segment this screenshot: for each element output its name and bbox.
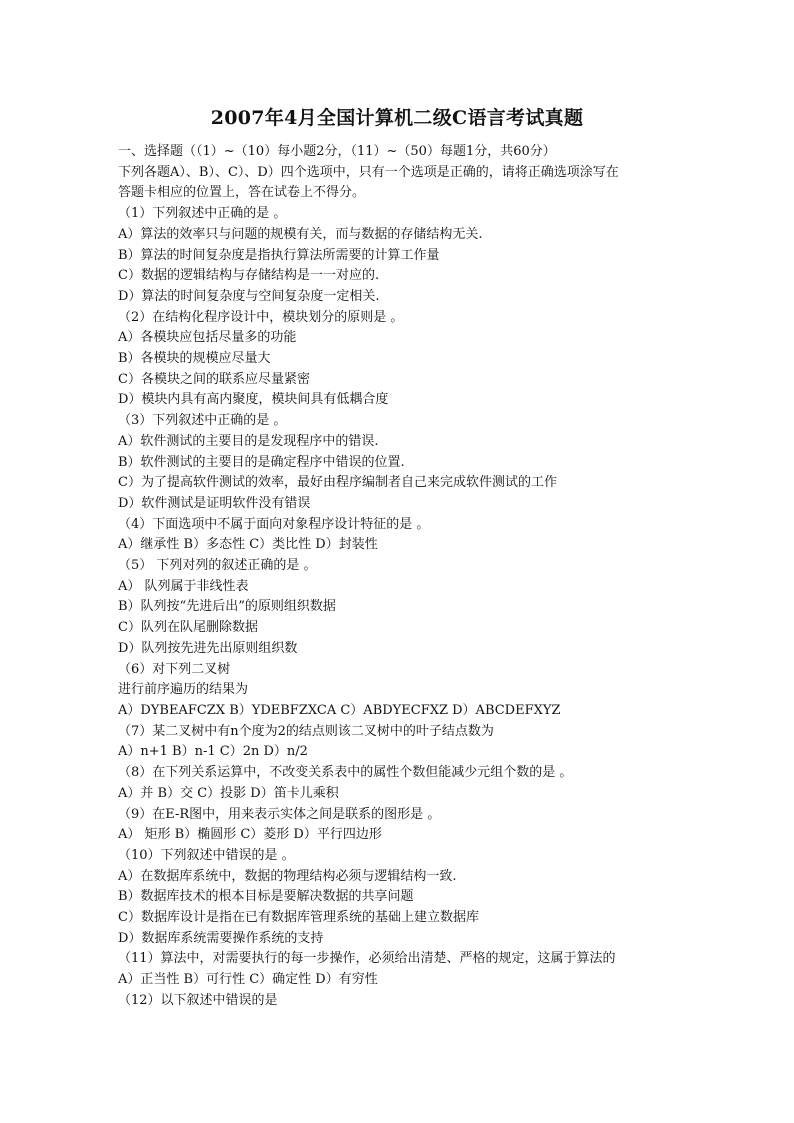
text-line: 下列各题A）、B）、C）、D）四个选项中，只有一个选项是正确的，请将正确选项涂写在: [118, 164, 619, 180]
text-line: C）为了提高软件测试的效率，最好由程序编制者自己来完成软件测试的工作: [118, 475, 557, 491]
text-line: A）软件测试的主要目的是发现程序中的错误.: [118, 433, 379, 449]
text-line: 答题卡相应的位置上，答在试卷上不得分。: [118, 185, 366, 201]
text-line: （4）下面选项中不属于面向对象程序设计特征的是 。: [118, 516, 430, 532]
text-line: A） 矩形 B）椭圆形 C）菱形 D）平行四边形: [118, 827, 382, 843]
text-line: 一、选择题（（1）~（10）每小题2分，（11）~（50）每题1分，共60分）: [118, 144, 556, 159]
text-line: （3）下列叙述中正确的是 。: [118, 413, 287, 429]
text-line: （11）算法中，对需要执行的每一步操作，必须给出清楚、严格的规定，这属于算法的: [118, 951, 616, 967]
text-line: （12）以下叙述中错误的是: [118, 992, 278, 1008]
text-line: D）软件测试是证明软件没有错误: [118, 495, 311, 511]
text-line: A）DYBEAFCZX B）YDEBFZXCA C）ABDYECFXZ D）ABCDEFXYZ: [118, 702, 561, 718]
text-line: （6）对下列二叉树: [118, 661, 231, 677]
text-line: D）算法的时间复杂度与空间复杂度一定相关.: [118, 288, 380, 304]
document-body: [118, 142, 678, 1012]
text-line: B）数据库技术的根本目标是要解决数据的共享问题: [118, 889, 414, 905]
text-line: B）队列按“先进后出”的原则组织数据: [118, 599, 336, 615]
text-line: A） 队列属于非线性表: [118, 578, 249, 594]
text-line: B）算法的时间复杂度是指执行算法所需要的计算工作量: [118, 247, 440, 263]
text-line: C）队列在队尾删除数据: [118, 620, 258, 636]
text-line: （5） 下列对列的叙述正确的是 。: [118, 558, 317, 574]
text-line: （2）在结构化程序设计中，模块划分的原则是 。: [118, 309, 404, 325]
text-line: C）数据的逻辑结构与存储结构是一一对应的.: [118, 268, 380, 284]
text-line: A）算法的效率只与问题的规模有关，而与数据的存储结构无关.: [118, 226, 483, 242]
text-line: （9）在E-R图中，用来表示实体之间是联系的图形是 。: [118, 806, 441, 822]
text-line: （10）下列叙述中错误的是 。: [118, 847, 295, 863]
text-line: （8）在下列关系运算中，不改变关系表中的属性个数但能减少元组个数的是 。: [118, 765, 573, 781]
text-line: （7）某二叉树中有n个度为2的结点则该二叉树中的叶子结点数为: [118, 723, 494, 739]
text-line: D）模块内具有高内聚度，模块间具有低耦合度: [118, 392, 389, 408]
text-line: B）各模块的规模应尽量大: [118, 351, 271, 367]
text-line: D）数据库系统需要操作系统的支持: [118, 930, 324, 946]
text-line: 进行前序遍历的结果为: [118, 682, 249, 698]
text-line: C）数据库设计是指在已有数据库管理系统的基础上建立数据库: [118, 910, 479, 926]
text-line: A）各模块应包括尽量多的功能: [118, 330, 297, 346]
text-line: A）并 B）交 C）投影 D）笛卡儿乘积: [118, 785, 339, 801]
text-line: B）软件测试的主要目的是确定程序中错误的位置.: [118, 454, 405, 470]
text-line: C）各模块之间的联系应尽量紧密: [118, 371, 310, 387]
text-line: A）n+1 B）n-1 C）2n D）n/2: [118, 744, 308, 760]
text-line: （1）下列叙述中正确的是 。: [118, 206, 287, 222]
text-line: A）正当性 B）可行性 C）确定性 D）有穷性: [118, 972, 378, 988]
text-line: D）队列按先进先出原则组织数: [118, 640, 298, 656]
page-title: 2007年4月全国计算机二级C语言考试真题: [210, 107, 584, 129]
text-line: A）在数据库系统中，数据的物理结构必须与逻辑结构一致.: [118, 868, 457, 884]
text-line: A）继承性 B）多态性 C）类比性 D）封装性: [118, 537, 378, 553]
